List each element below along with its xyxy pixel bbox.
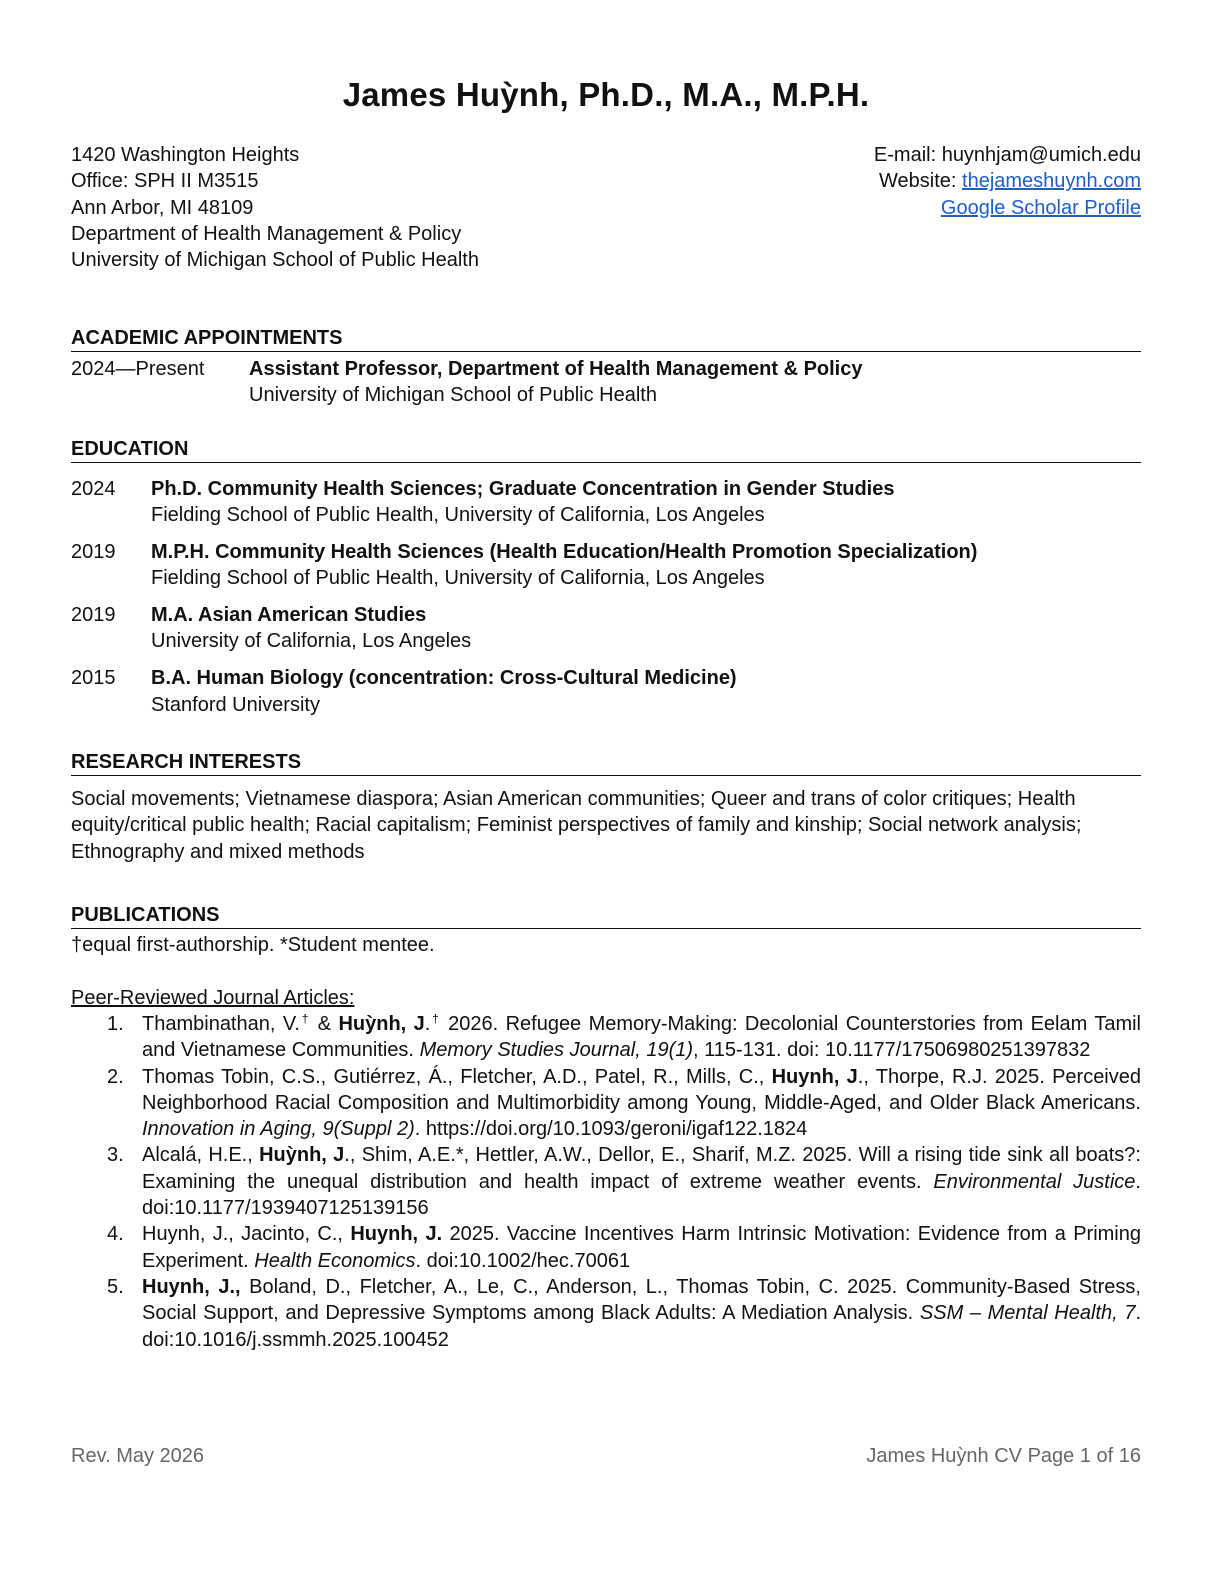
website-link[interactable]: thejameshuynh.com [962, 170, 1141, 193]
publication-number: 4. [107, 1223, 124, 1246]
publication-item [71, 1274, 1141, 1353]
publication-text: 2026. Refugee Memory-Making: Decolonial Counterstories from Eelam Tamil and Vietnamese Communities. [142, 1013, 1141, 1062]
publication-tail: . https://doi.org/10.1093/geroni/igaf122.1824 [414, 1118, 808, 1141]
equal-authorship-mark: † [299, 1011, 311, 1026]
education-degree: Ph.D. Community Health Sciences; Graduate Concentration in Gender Studies [151, 478, 895, 500]
appointments-list [71, 356, 1141, 409]
appointment-body [249, 356, 863, 409]
appointments-heading: ACADEMIC APPOINTMENTS [71, 326, 1141, 352]
education-degree: M.A. Asian American Studies [151, 604, 427, 627]
online-contact-block [874, 142, 1141, 221]
address-department: Department of Health Management & Policy [71, 222, 462, 245]
publication-text: ., Shim, A.E.*, Hettler, A.W., Dellor, E., Sharif, M.Z. 2025. Will a rising tide sink all boats?: Examining the unequal distribution and health impact of extreme weather events. [142, 1144, 1141, 1193]
publication-tail: , 115-131. doi: 10.1177/17506980251397832 [693, 1039, 1091, 1062]
education-year: 2019 [71, 604, 116, 627]
education-body [151, 665, 737, 718]
publication-tail: . doi:10.1177/1939407125139156 [142, 1170, 1141, 1220]
publication-authors-before: Thomas Tobin, C.S., Gutiérrez, Á., Fletcher, A.D., Patel, R., Mills, C., [142, 1065, 772, 1088]
publication-item [71, 1142, 1141, 1221]
appointment-dates: 2024—Present [71, 358, 205, 380]
appointment-row [71, 356, 1141, 409]
publication-number: 1. [107, 1013, 124, 1035]
education-row [71, 602, 1141, 655]
address-office: Office: SPH II M3515 [71, 170, 259, 193]
publication-authors-before: Alcalá, H.E., [142, 1144, 260, 1167]
publication-journal: Memory Studies Journal, 19(1) [419, 1039, 694, 1062]
address-street: 1420 Washington Heights [71, 144, 300, 166]
education-row [71, 539, 1141, 592]
education-row [71, 476, 1141, 529]
publication-authors-before: Huynh, J., Jacinto, C., [142, 1223, 351, 1246]
publication-item [71, 1011, 1141, 1064]
education-school: University of California, Los Angeles [151, 630, 472, 653]
research-interests-text: Social movements; Vietnamese diaspora; Asian American communities; Queer and trans of color critiques; Health equity/critical public health; Racial capitalism; Feminist perspectives of family and kinship; Social network analysis; Ethnography and mixed methods [71, 788, 1082, 863]
peer-reviewed-subheading: Peer-Reviewed Journal Articles: [71, 987, 355, 1009]
education-school: Stanford University [151, 693, 320, 716]
publication-journal: Environmental Justice [933, 1170, 1136, 1193]
publication-number: 2. [107, 1065, 124, 1088]
cv-name-title: James Huỳnh, Ph.D., M.A., M.P.H. [342, 76, 870, 113]
website-label: Website: [879, 170, 963, 193]
publication-highlight-author: Huynh, J. [350, 1223, 443, 1246]
publication-authors-before: Thambinathan, V. [142, 1013, 300, 1035]
publication-highlight-author: Huỳnh, J [338, 1013, 425, 1035]
publication-journal: Innovation in Aging, 9(Suppl 2) [142, 1118, 415, 1141]
education-school: Fielding School of Public Health, University of California, Los Angeles [151, 504, 765, 527]
address-school: University of Michigan School of Public Health [71, 249, 479, 272]
publication-highlight-author: Huynh, J., [142, 1275, 241, 1298]
publication-journal: SSM – Mental Health, 7 [919, 1302, 1136, 1325]
google-scholar-link[interactable]: Google Scholar Profile [940, 196, 1141, 219]
education-year: 2015 [71, 667, 116, 690]
publications-heading: PUBLICATIONS [71, 903, 1141, 929]
publication-tail: . doi:10.1016/j.ssmmh.2025.100452 [142, 1302, 1142, 1351]
publication-list [71, 1011, 1141, 1353]
publication-item [71, 1221, 1141, 1274]
publication-number: 5. [107, 1275, 124, 1298]
publication-author-period: . [424, 1013, 431, 1035]
publication-text: Boland, D., Fletcher, A., Le, C., Anderson, L., Thomas Tobin, C. 2025. Community-Based Stress, Social Support, and Depressive Symptoms among Black Adults: A Mediation Analysis. [142, 1275, 1141, 1325]
education-degree: M.P.H. Community Health Sciences (Health Education/Health Promotion Specialization) [151, 541, 978, 564]
address-block [71, 142, 479, 273]
equal-authorship-mark: † [430, 1011, 441, 1026]
publication-text: 2025. Vaccine Incentives Harm Intrinsic Motivation: Evidence from a Priming Experiment. [142, 1223, 1141, 1272]
publication-journal: Health Economics [254, 1249, 416, 1272]
education-year: 2024 [71, 478, 116, 500]
page-number: James Huỳnh CV Page 1 of 16 [866, 1445, 1141, 1467]
education-body [151, 602, 471, 655]
education-row [71, 665, 1141, 718]
education-degree: B.A. Human Biology (concentration: Cross-Cultural Medicine) [151, 667, 737, 690]
revision-date: Rev. May 2026 [71, 1445, 205, 1467]
publication-item [71, 1064, 1141, 1143]
education-body [151, 539, 977, 592]
address-city: Ann Arbor, MI 48109 [71, 196, 254, 219]
research-heading: RESEARCH INTERESTS [71, 750, 1141, 776]
appointment-institution: University of Michigan School of Public Health [249, 384, 657, 407]
education-body [151, 476, 894, 529]
publication-number: 3. [107, 1144, 124, 1167]
publication-connector: & [310, 1013, 339, 1035]
website-line [874, 168, 1141, 194]
education-year: 2019 [71, 541, 116, 564]
publication-highlight-author: Huynh, J [771, 1065, 858, 1088]
publications-note: †equal first-authorship. *Student mentee. [71, 934, 435, 956]
scholar-line [874, 195, 1141, 221]
email-text: E-mail: huynhjam@umich.edu [873, 144, 1141, 166]
appointment-title: Assistant Professor, Department of Health Management & Policy [249, 358, 863, 380]
education-school: Fielding School of Public Health, University of California, Los Angeles [151, 567, 765, 590]
publication-text: ., Thorpe, R.J. 2025. Perceived Neighborhood Racial Composition and Multimorbidity among Young, Middle-Aged, and Older Black Americans. [142, 1065, 1141, 1114]
publication-tail: . doi:10.1002/hec.70061 [415, 1249, 631, 1272]
publication-highlight-author: Huỳnh, J [259, 1144, 345, 1167]
education-list [71, 476, 1141, 728]
education-heading: EDUCATION [71, 437, 1141, 463]
